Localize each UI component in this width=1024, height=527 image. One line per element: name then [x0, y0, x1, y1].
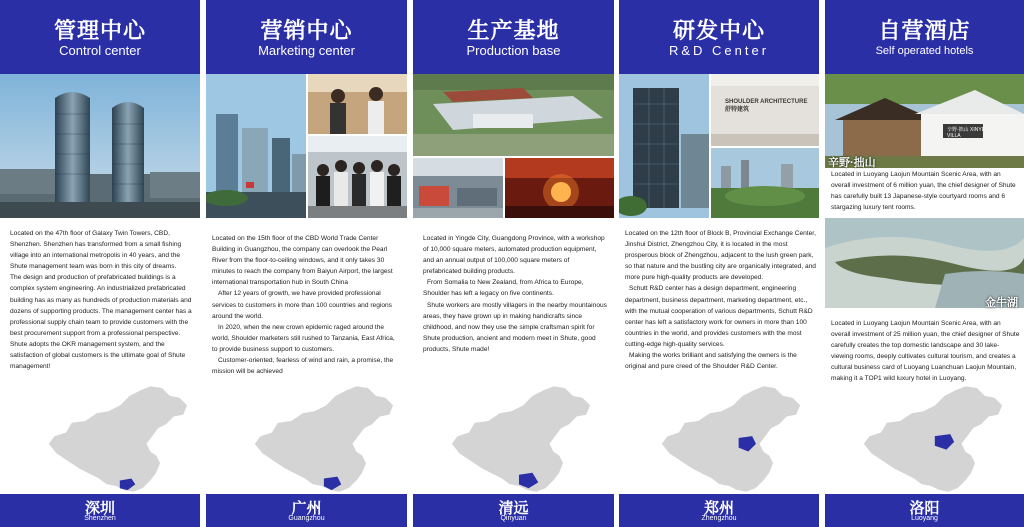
- description-paragraph: After 12 years of growth, we have provided professional services to customers in more than 100 countries and regions around the world.: [212, 290, 392, 320]
- city-name-zh: 洛阳: [909, 500, 940, 517]
- china-map: [653, 384, 803, 494]
- panel-marketing-center: [206, 0, 407, 527]
- panel-title-zh: 自营酒店: [878, 18, 971, 43]
- description-paragraph: In 2020, when the new crown epidemic raged around the world, Shoulder marketers still rushed to Tanzania, East Africa, to provide business support to customers.: [212, 323, 395, 353]
- china-map: [855, 384, 1005, 494]
- welding-photo: [505, 158, 614, 218]
- city-name-zh: 深圳: [84, 500, 115, 517]
- panel-title-zh: 营销中心: [260, 18, 353, 43]
- panel-rd-center: [619, 0, 819, 527]
- office-sign-photo: [711, 74, 819, 146]
- workshop-photo: [413, 158, 503, 218]
- city-name-en: Zhengzhou: [701, 515, 737, 522]
- city-name-en: Luoyang: [911, 515, 938, 522]
- panel-header: [619, 0, 819, 74]
- description-paragraph: Located on the 15th floor of the CBD World Trade Center Building in Guangzhou, the company can overlook the Pearl River from the floor-to-ceiling windows, and it only takes 30 minutes to reach the company from Baiyun Airport, the largest international transportation hub in South China: [212, 235, 393, 287]
- panel-description-1: [831, 169, 1021, 213]
- team-photo-top: [308, 74, 407, 134]
- description-paragraph: Schutt R&D center has a design department, engineering department, business department, marketing department, etc., with the mutual cooperation of various departments, Schutt R&D center has left a satisfactory work for owners in more than 100 countries in the world, and provides customers with the most cutting-edge high-quality services.: [625, 285, 813, 348]
- panel-production-base: [413, 0, 614, 527]
- description-paragraph: Shute adopts the OKR management system, and the satisfaction of global customers is the ultimate goal of Shute management!: [10, 340, 186, 371]
- panel-footer: [0, 494, 200, 527]
- description-paragraph: The design and production of prefabricated buildings is a complex system engineering. An industrialized prefabricated building has as many as hundreds of production materials and dozens of supporting products. The management center has a professional supply chain team to provide customers with the best procurement support from a professional perspective.: [10, 274, 192, 337]
- panel-header: [825, 0, 1024, 74]
- city-skyline-photo: [206, 74, 306, 218]
- panel-footer: [825, 494, 1024, 527]
- factory-aerial-photo: [413, 74, 614, 156]
- panel-header: [206, 0, 407, 74]
- china-map: [40, 384, 190, 494]
- villa-name-label: 辛野·拙山: [828, 157, 876, 169]
- villa-sign: 辛野·拙山 XINYE VILLA: [947, 127, 986, 139]
- china-map: [246, 384, 396, 494]
- panel-footer: [413, 494, 614, 527]
- panel-title-en: Control center: [59, 43, 141, 58]
- panel-header: [413, 0, 614, 74]
- panel-title-en: Marketing center: [258, 43, 355, 58]
- city-name-zh: 郑州: [703, 500, 734, 517]
- panel-title-en: R&D Center: [668, 43, 770, 58]
- description-paragraph: Located in Yingde City, Guangdong Province, with a workshop of 10,000 square meters, automated production equipment, and an annual output of 100,000 square meters of prefabricated building products.: [423, 235, 605, 276]
- city-name-en: Guangzhou: [288, 515, 325, 522]
- panel-title-en: Production base: [466, 43, 561, 58]
- team-photo-group: [308, 136, 407, 218]
- panel-description-2: [831, 318, 1021, 385]
- city-name-zh: 广州: [291, 500, 322, 517]
- office-sign: SHOULDER ARCHITECTURE 舒特建筑: [725, 99, 808, 113]
- description-paragraph: From Somalia to New Zealand, from Africa to Europe, Shoulder has left a legacy on five continents.: [423, 279, 584, 298]
- description-paragraph: Located on the 12th floor of Block B, Provincial Exchange Center, Jinshui District, Zhengzhou City, it is located in the most prosperous block of Zhengzhou, adjacent to the lush green park, so that nature and the bustling city are organically integrated, and more pure high-quality products are developed.: [625, 230, 816, 282]
- panel-description: [423, 233, 609, 355]
- office-tower-photo: [619, 74, 709, 218]
- twin-towers-photo: [0, 74, 200, 218]
- description-paragraph: Making the works brilliant and satisfying the owners is the original and pure creed of the Shoulder R&D Center.: [625, 352, 797, 371]
- panel-title-zh: 研发中心: [672, 18, 765, 43]
- panel-footer: [619, 494, 819, 527]
- description-paragraph: Located in Luoyang Laojun Mountain Scenic Area, with an overall investment of 25 million yuan, the chief designer of Shute carefully creates the top domestic landscape and 30 lake-viewing rooms, deeply cultivates cultural tourism, and creates a cultural business card of Luoyang Luanchuan Laojun Mountain, making it a TOP1 wild luxury hotel in Luoyang.: [831, 320, 1020, 383]
- panel-title-en: Self operated hotels: [875, 45, 974, 57]
- panel-title-zh: 生产基地: [467, 18, 560, 43]
- city-name-en: Shenzhen: [84, 515, 116, 522]
- description-paragraph: Located in Luoyang Laojun Mountain Scenic Area, with an overall investment of 6 million yuan, the chief designer of Shute has carefully built 13 Japanese-style courtyard rooms and 6 stargazing luxury tent rooms.: [831, 171, 1016, 212]
- panel-self-operated-hotels: [825, 0, 1024, 527]
- description-paragraph: Located on the 47th floor of Galaxy Twin Towers, CBD, Shenzhen. Shenzhen has transformed from a small fishing village into an international metropolis in 40 years, and the Shute management team was born in this city of dreams.: [10, 230, 182, 271]
- description-paragraph: Shute workers are mostly villagers in the nearby mountainous areas, they have grown up in making handicrafts since childhood, and now they use the simple craftsman spirit for Shute production, ancient and modern meet in Shute, good products, Shute made!: [423, 301, 607, 353]
- panel-description: [625, 228, 817, 372]
- panel-title-zh: 管理中心: [53, 18, 146, 43]
- description-paragraph: Customer-oriented, fearless of wind and rain, a promise, the mission will be achieved: [212, 357, 394, 376]
- panel-header: [0, 0, 200, 74]
- green-park-photo: [711, 148, 819, 218]
- lake-name-label: 金牛湖: [985, 297, 1018, 309]
- panel-description: [10, 228, 196, 372]
- china-map: [443, 384, 593, 494]
- panel-description: [212, 233, 402, 377]
- panel-footer: [206, 494, 407, 527]
- panel-control-center: [0, 0, 200, 527]
- city-name-zh: 清远: [498, 500, 529, 517]
- city-name-en: Qinyuan: [500, 515, 527, 522]
